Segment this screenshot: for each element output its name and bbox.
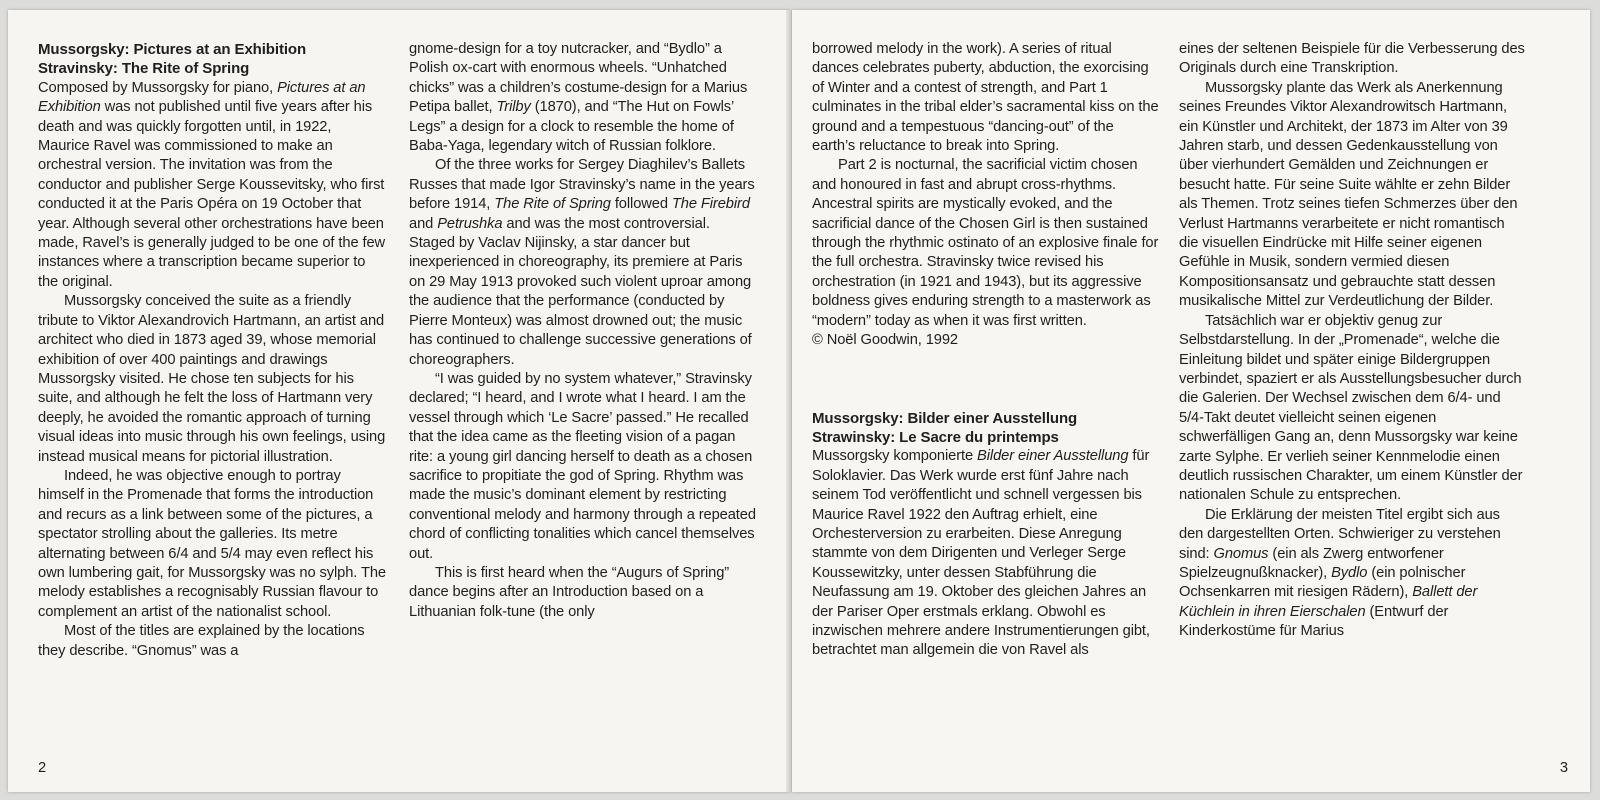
paragraph: This is first heard when the “Augurs of Spring” dance begins after an Introduction based on a Lithuanian folk-tune (the only bbox=[409, 564, 730, 620]
italic-title: Gnomus bbox=[1213, 545, 1269, 562]
text-run: and was the most controversial. Staged by Vaclav Nijinsky, a star dancer but inexperienced in choreography, its premiere at Paris on 29 May 1913 provoked such violent uproar among the audience that the performance (conducted by Pierre Monteux) was almost drowned out; the music has continued to challenge successive generations of choreographers. bbox=[409, 215, 752, 368]
paragraph: Tatsächlich war er objektiv genug zur Selbstdarstellung. In der „Promenade“, welche die Einleitung bildet und später einige Bildergruppen verbindet, spaziert er als Ausstellungsbesucher durch die Galerien. Der Wechsel zwischen dem 6/4- und 5/4-Takt deutet vielleicht seinen eigenen schwerfälligen Gang an, denn Mussorgsky war keine zarte Sylphe. Er verlieh seiner Kennmelodie einen deutlich russischen Charakter, um einem Künstler der nationalen Schule zu entsprechen. bbox=[1179, 312, 1523, 504]
italic-title: The Firebird bbox=[671, 196, 750, 213]
left-column-1 bbox=[38, 40, 386, 661]
left-page bbox=[8, 10, 790, 792]
italic-title: Bydlo bbox=[1331, 564, 1368, 581]
german-title-line-2: Strawinsky: Le Sacre du printemps bbox=[812, 428, 1059, 446]
paragraph bbox=[1179, 506, 1527, 642]
left-column-2 bbox=[409, 40, 757, 622]
text-run: (Entwurf der Kinderkostüme für Marius bbox=[1179, 603, 1449, 640]
text-run: (ein polnischer Ochsenkarren mit riesigen Rädern), bbox=[1179, 564, 1466, 601]
text-run: was not published until five years after his death and was quickly forgotten until, in 1922, Maurice Ravel was commissioned to make an orchestral version. The invitation was from the conductor and publisher Serge Koussevitsky, who first conducted it at the Paris Opéra on 19 October that year. Although several other orchestrations have been made, Ravel’s is generally judged to be one of the few instances where a transcription became superior to the original. bbox=[38, 99, 386, 290]
right-column-1 bbox=[812, 40, 1160, 661]
paragraph bbox=[38, 79, 386, 292]
page-number: 2 bbox=[38, 760, 47, 776]
text-run: followed bbox=[610, 196, 672, 213]
text-run: (1870), and “The Hut on Fowls’ Legs” a design for a clock to resemble the home of Baba-Yaga, legendary witch of Russian folklore. bbox=[409, 99, 734, 155]
paragraph bbox=[409, 156, 757, 369]
paragraph: borrowed melody in the work). A series of ritual dances celebrates puberty, abduction, the exorcising of Winter and a contest of strength, and Part 1 culminates in the tribal elder’s sacramental kiss on the ground and a tempestuous “dancing-out” of the earth’s reluctance to break into Spring. bbox=[812, 41, 1159, 155]
right-page bbox=[792, 10, 1590, 792]
text-run: Of the three works for Sergey Diaghilev’s Ballets Russes that made Igor Stravinsky’s name in the years before 1914, bbox=[409, 157, 755, 213]
paragraph: Most of the titles are explained by the locations they describe. “Gnomus” was a bbox=[38, 623, 365, 659]
text-run: für Soloklavier. Das Werk wurde erst fünf Jahre nach seinem Tod veröffentlicht und schnell vergessen bis Maurice Ravel 1922 den Auftrag erhielt, eine Orchesterversion zu erarbeiten. Diese Anregung stammte von dem Dirigenten und Verleger Serge Koussewitzky, unter dessen Stabführung die Neufassung am 19. Oktober des gleichen Jahres an der Pariser Oper erstmals erklang. Obwohl es inzwischen mehrere andere Instrumentierungen gibt, betrachtet man allgemein die von Ravel als bbox=[812, 448, 1150, 659]
italic-title: Pictures at an Exhibition bbox=[38, 79, 366, 116]
italic-title: Ballett der Küchlein in ihren Eierschalen bbox=[1179, 584, 1478, 620]
text-run: (ein als Zwerg entworfener Spielzeugnußknacker), bbox=[1179, 545, 1444, 581]
italic-title: The Rite of Spring bbox=[494, 196, 611, 213]
paragraph: Part 2 is nocturnal, the sacrificial victim chosen and honoured in fast and abrupt cross-rhythms. Ancestral spirits are mystically evoked, and the sacrificial dance of the Chosen Girl is then sustained through the rhythmic ostinato of an explosive finale for the full orchestra. Stravinsky twice revised his orchestration (in 1921 and 1943), but its aggressive boldness gives enduring strength to a masterwork as “modern” today as when it was first written. bbox=[812, 157, 1159, 329]
text-run: and bbox=[409, 215, 438, 232]
paragraph: Mussorgsky plante das Werk als Anerkennung seines Freundes Viktor Alexandrowitsch Hartmann, ein Künstler und Architekt, der 1873 im Alter von 39 Jahren starb, und dessen Gedenkausstellung von über vierhundert Gemälden und Zeichnungen er besucht hatte. Für seine Suite wählte er zehn Bilder als Themen. Trotz seines tiefen Schmerzes über den Verlust Hartmanns verarbeitete er nicht romantisch die visuellen Eindrücke mit Hilfe seiner eigenen Gefühle in Musik, sondern vermied diesen Kompositionsansatz und gebrauchte statt dessen musikalische Mittel zur Verdeutlichung der Bilder. bbox=[1179, 79, 1518, 310]
author-credit: © Noël Goodwin, 1992 bbox=[812, 332, 958, 349]
english-title-line-1: Mussorgsky: Pictures at an Exhibition bbox=[38, 41, 307, 58]
german-title-line-1: Mussorgsky: Bilder einer Ausstellung bbox=[812, 409, 1078, 427]
text-run: Mussorgsky komponierte bbox=[812, 448, 978, 465]
paragraph bbox=[812, 447, 1160, 660]
page-number: 3 bbox=[1559, 760, 1568, 776]
english-title-line-2: Stravinsky: The Rite of Spring bbox=[38, 60, 250, 78]
italic-title: Petrushka bbox=[437, 215, 503, 232]
right-column-2 bbox=[1179, 40, 1527, 642]
italic-title: Bilder einer Ausstellung bbox=[977, 448, 1129, 465]
text-run: Die Erklärung der meisten Titel ergibt sich aus den dargestellten Orten. Schwieriger zu verstehen sind: bbox=[1179, 506, 1501, 562]
paragraph: eines der seltenen Beispiele für die Verbesserung des Originals durch eine Transkription. bbox=[1179, 41, 1525, 77]
text-run: gnome-design for a toy nutcracker, and “Bydlo” a Polish ox-cart with enormous wheels. “Unhatched chicks” was a children’s costume-design for a Marius Petipa ballet, bbox=[409, 41, 748, 116]
section-spacer bbox=[812, 351, 1160, 409]
paragraph bbox=[409, 40, 757, 156]
text-run: Composed by Mussorgsky for piano, bbox=[38, 79, 278, 96]
paragraph: Indeed, he was objective enough to portray himself in the Promenade that forms the introduction and recurs as a link between some of the pictures, a spectator strolling about the galleries. Its metre alternating between 6/4 and 5/4 may even reflect his own lumbering gait, for Mussorgsky was no sylph. The melody establishes a recognisably Russian flavour to complement an artist of the nationalist school. bbox=[38, 467, 387, 620]
paragraph: Mussorgsky conceived the suite as a friendly tribute to Viktor Alexandrovich Hartmann, an artist and architect who died in 1873 aged 39, whose memorial exhibition of over 400 paintings and drawings Mussorgsky visited. He chose ten subjects for his suite, and although he felt the loss of Hartmann very deeply, he avoided the romantic approach of turning visual ideas into music through his own feelings, using instead musical means for pictorial illustration. bbox=[38, 293, 386, 465]
italic-title: Trilby bbox=[496, 99, 531, 116]
paragraph: “I was guided by no system whatever,” Stravinsky declared; “I heard, and I wrote what I heard. I am the vessel through which ‘Le Sacre’ passed.” He recalled that the idea came as the fleeting vision of a pagan rite: a young girl dancing herself to death as a chosen sacrifice to propitiate the god of Spring. Rhythm was made the music’s dominant element by restricting conventional melody and harmony through a repeated chord of conflicting tonalities which cancel themselves out. bbox=[409, 370, 756, 562]
